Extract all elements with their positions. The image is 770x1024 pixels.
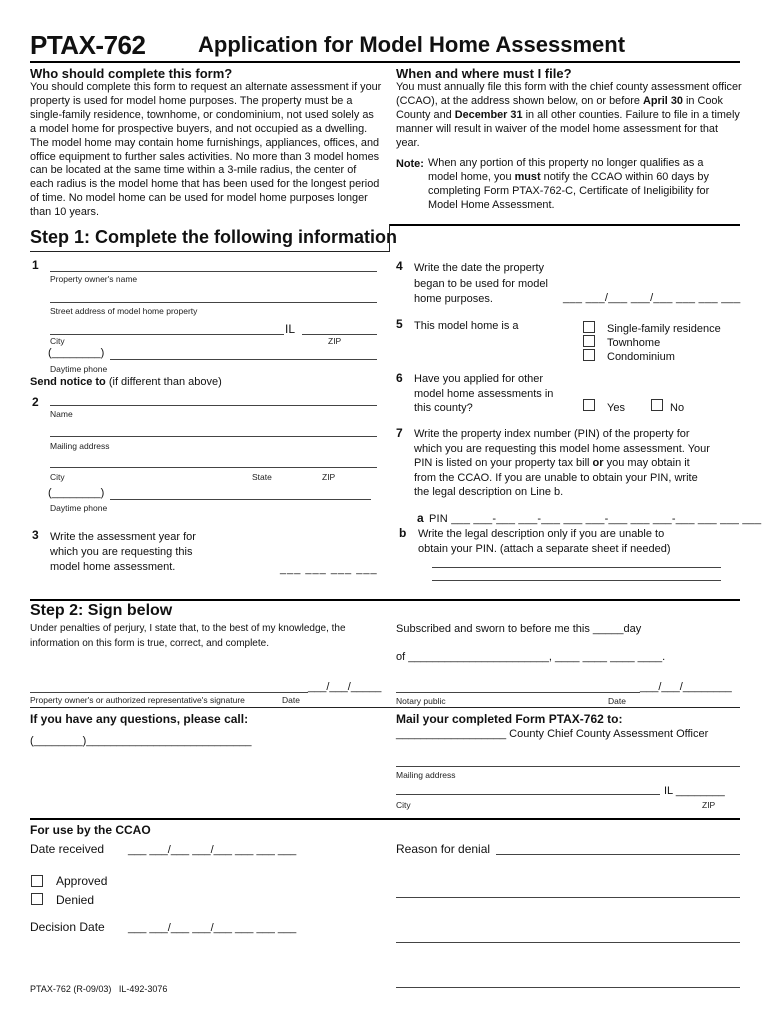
ccao-mailing-line[interactable] (396, 766, 740, 767)
signature-date-label: Date (282, 695, 300, 705)
item4-number: 4 (396, 259, 403, 273)
when-bold-2: December 31 (454, 108, 523, 121)
yes-label: Yes (607, 402, 625, 414)
notice-mailing-input[interactable] (50, 424, 377, 436)
item7-number: 7 (396, 426, 403, 440)
note-label: Note: (396, 158, 424, 170)
header-rule (30, 61, 740, 63)
item7-text-2: you may obtain it from the CCAO. If you are unable to obtain your PIN, write the legal description on Line b. (414, 457, 698, 498)
step2-heading: Step 2: Sign below (30, 602, 173, 619)
pin-b-text: Write the legal description only if you are unable to obtain your PIN. (attach a separate sheet if needed) (418, 528, 671, 555)
signature-label: Property owner's or authorized representative's signature (30, 695, 245, 705)
begin-date-blanks[interactable]: ___ ___/___ ___/___ ___ ___ ___ (563, 292, 741, 304)
item7-text (414, 427, 714, 500)
notice-phone-line[interactable] (110, 499, 371, 500)
single-family-checkbox[interactable] (583, 321, 595, 333)
reason-label: Reason for denial (396, 842, 491, 856)
note-text (428, 157, 724, 213)
no-label: No (670, 402, 685, 414)
when-bold-1: April 30 (642, 94, 683, 107)
notice-name-input[interactable] (50, 393, 377, 405)
send-notice-bold: Send notice to (30, 376, 106, 388)
notary-label: Notary public (396, 696, 446, 706)
zip-input[interactable] (302, 322, 377, 334)
item2-number: 2 (32, 395, 39, 409)
notice-name-label: Name (50, 409, 73, 419)
date-received-blanks[interactable]: ___ ___/___ ___/___ ___ ___ ___ (128, 844, 297, 856)
form-id: PTAX-762 (30, 30, 146, 60)
il-text: IL (285, 322, 296, 336)
when-heading: When and where must I file? (396, 66, 572, 81)
item7-text-1: Write the property index number (PIN) of the property for which you are requesting this model home assessment. Your PIN is listed on your property tax bill (414, 428, 710, 469)
year-blanks[interactable]: ___ ___ ___ ___ (280, 563, 378, 575)
ccao-city-line[interactable] (396, 794, 660, 795)
step1-rule (390, 224, 740, 226)
pin-a-letter: a (417, 511, 424, 525)
when-text-1: You must annually file this form with the chief county assessment officer (CCAO), at the address shown below, on or before (396, 81, 742, 107)
sworn-of-text: of _______________________, ____ ____ ____ ____. (396, 651, 666, 663)
notice-mailing-label: Mailing address (50, 441, 110, 451)
decision-date-label: Decision Date (30, 920, 105, 934)
city-label: City (50, 336, 65, 346)
zip-label: ZIP (328, 336, 342, 346)
when-text (396, 81, 742, 151)
reason-line-1[interactable] (496, 854, 740, 855)
pin-b-letter: b (399, 526, 407, 540)
contact-rule (30, 707, 740, 708)
ccao-zip-label: ZIP (702, 800, 716, 810)
approved-checkbox[interactable] (31, 875, 43, 887)
phone-line[interactable] (110, 359, 377, 360)
zip-line[interactable] (302, 334, 377, 335)
notice-name-line[interactable] (50, 405, 377, 406)
single-family-label: Single-family residence (607, 323, 721, 335)
legal-desc-line-1[interactable] (432, 567, 721, 568)
item5-number: 5 (396, 317, 403, 331)
form-code: PTAX-762 (R-09/03) IL-492-3076 (30, 984, 168, 994)
item6-text: Have you applied for other model home assessments in this county? (414, 373, 554, 414)
ccao-rule (30, 818, 740, 820)
ccao-mailing-label: Mailing address (396, 770, 456, 780)
pin-field[interactable]: PIN ___ ___-___ ___-___ ___ ___-___ ___ ___-___ ___ ___ ___ (429, 513, 762, 525)
condominium-label: Condominium (607, 351, 675, 363)
approved-label: Approved (56, 874, 108, 888)
item7-or: or (592, 457, 604, 469)
item3-text: Write the assessment year for which you are requesting this model home assessment. (50, 531, 196, 573)
item4-text: Write the date the property began to be used for model home purposes. (414, 262, 548, 305)
notice-city-label: City (50, 472, 65, 482)
denied-checkbox[interactable] (31, 893, 43, 905)
ccao-county-line[interactable]: __________________ County Chief County Assessment Officer (396, 728, 709, 740)
perjury-text: Under penalties of perjury, I state that, to the best of my knowledge, the information on this form is true, correct, and complete. (30, 623, 346, 649)
notice-city-input[interactable] (50, 455, 377, 467)
ccao-il-zip[interactable]: IL ________ (664, 785, 725, 797)
notary-date-label: Date (608, 696, 626, 706)
form-title: Application for Model Home Assessment (198, 32, 626, 57)
daytime-phone-label: Daytime phone (50, 364, 108, 374)
signature-date-blanks[interactable]: ___/___/_____ (308, 681, 382, 693)
notice-phone-area[interactable]: (________) (48, 487, 105, 499)
legal-desc-line-2[interactable] (432, 580, 721, 581)
questions-heading: If you have any questions, please call: (30, 712, 249, 726)
note-text-2: notify the CCAO within 60 days by completing Form PTAX-762-C, Certificate of Ineligibility for Model Home Assessment. (428, 170, 710, 211)
date-received-label: Date received (30, 842, 105, 856)
owner-name-label: Property owner's name (50, 274, 138, 284)
notary-date-blanks[interactable]: ___/___/________ (640, 681, 732, 693)
city-line[interactable] (50, 334, 284, 335)
ccao-city-label: City (396, 800, 411, 810)
reason-line-2[interactable] (396, 897, 740, 898)
sworn-text: Subscribed and sworn to before me this _____day (396, 623, 642, 635)
townhome-label: Townhome (607, 337, 661, 349)
reason-line-4[interactable] (396, 987, 740, 988)
condominium-checkbox[interactable] (583, 349, 595, 361)
notice-daytime-phone-label: Daytime phone (50, 503, 108, 513)
note-bold: must (514, 170, 541, 183)
street-input[interactable] (50, 290, 377, 302)
mail-heading: Mail your completed Form PTAX-762 to: (396, 712, 623, 726)
phone-area[interactable]: (________) (48, 347, 105, 359)
item5-text: This model home is a (414, 320, 519, 332)
who-heading: Who should complete this form? (30, 66, 233, 81)
item1-number: 1 (32, 258, 39, 272)
questions-phone[interactable]: (________)___________________________ (30, 735, 252, 747)
owner-name-line[interactable] (50, 271, 377, 272)
item3-number: 3 (32, 528, 39, 542)
signature-line[interactable] (30, 692, 308, 693)
item6-number: 6 (396, 371, 403, 385)
who-text: You should complete this form to request an alternate assessment if your property is used for model home purposes. The property must be a single-family residence, townhome, or condominium, not used solely as a model home for prospective buyers, and not occupied as a dwelling. The model home may contain home furnishings, appliances, offices, and office equipment to further sales activities. No more than 3 model homes can be located at the same time within a 3-mile radius, the center of each radius is the model home that has been used for the longest period of time. No model home can be used for model home purposes longer than 10 years. (30, 81, 382, 219)
send-notice-rest: (if different than above) (105, 376, 222, 388)
reason-line-3[interactable] (396, 942, 740, 943)
notice-mailing-line[interactable] (50, 436, 377, 437)
when-text-2: in Cook County and (396, 94, 723, 121)
townhome-checkbox[interactable] (583, 335, 595, 347)
notice-city-line[interactable] (50, 467, 377, 468)
denied-label: Denied (56, 893, 95, 907)
step1-divider (389, 224, 390, 252)
phone-input[interactable] (110, 347, 377, 359)
notice-state-label: State (252, 472, 272, 482)
city-input[interactable] (50, 322, 284, 334)
when-text-3: in all other counties. Failure to file in a timely manner will result in waiver of the model home assessment for that year. (396, 108, 740, 149)
step1-rule-left (30, 251, 390, 252)
decision-date-blanks[interactable]: ___ ___/___ ___/___ ___ ___ ___ (128, 922, 297, 934)
yes-checkbox[interactable] (583, 399, 595, 411)
step1-heading: Step 1: Complete the following information (30, 227, 397, 247)
note-text-1: When any portion of this property no longer qualifies as a model home, you (428, 157, 704, 183)
street-label: Street address of model home property (50, 306, 198, 316)
notary-line[interactable] (396, 692, 640, 693)
owner-name-input[interactable] (50, 259, 377, 271)
no-checkbox[interactable] (651, 399, 663, 411)
send-notice-label (30, 376, 222, 388)
ccao-heading: For use by the CCAO (30, 823, 151, 837)
notice-phone-input[interactable] (110, 487, 371, 499)
notice-zip-label: ZIP (322, 472, 336, 482)
street-line[interactable] (50, 302, 377, 303)
